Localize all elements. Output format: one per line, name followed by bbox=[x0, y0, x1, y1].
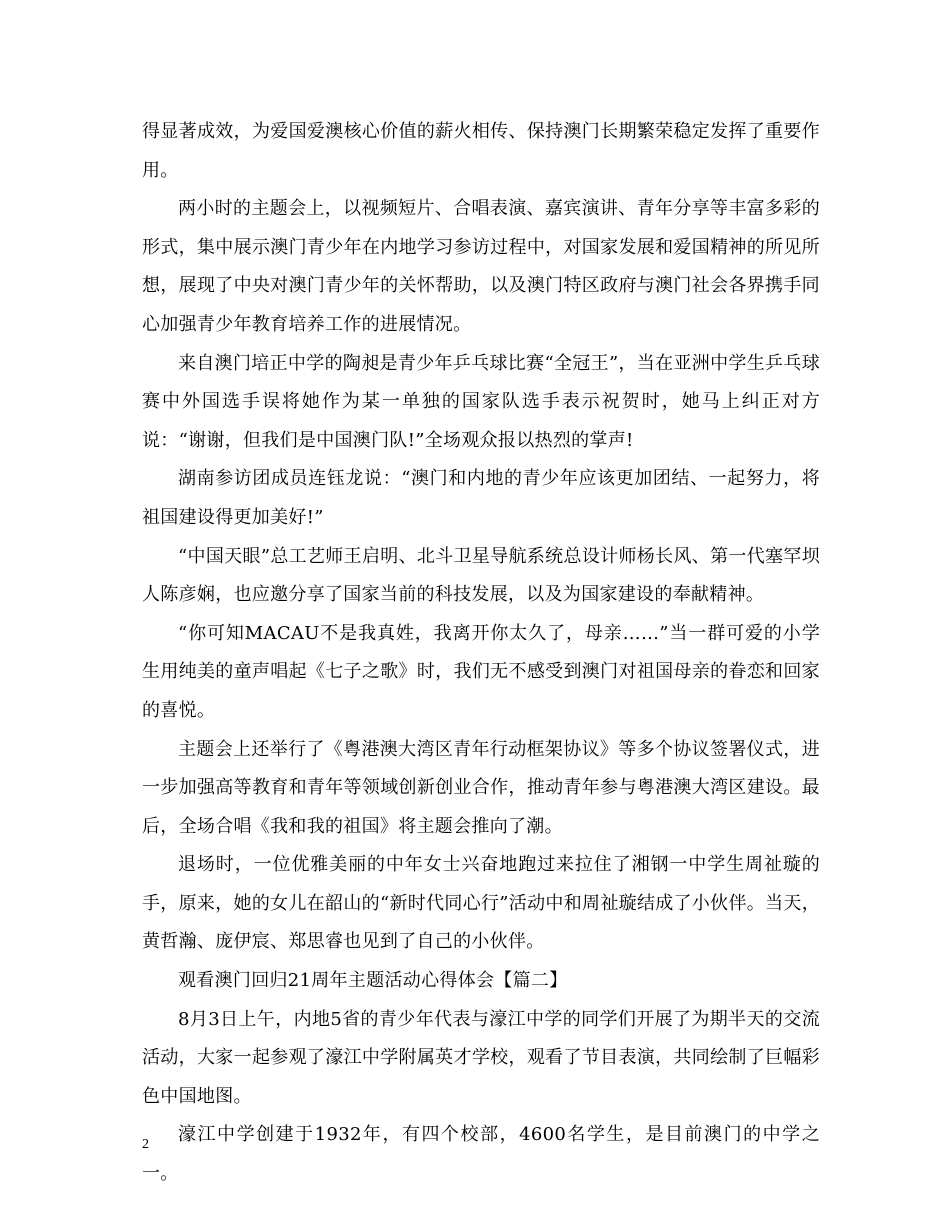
paragraph-school-intro: 濠江中学创建于1932年，有四个校部，4600名学生，是目前澳门的中学之一。 bbox=[142, 1124, 820, 1185]
paragraph-continuation: 得显著成效，为爱国爱澳核心价值的薪火相传、保持澳门长期繁荣稳定发挥了重要作用。 bbox=[142, 121, 820, 181]
paragraph-song: “你可知MACAU不是我真姓，我离开你太久了，母亲……”当一群可爱的小学生用纯美的童声唱起《七子之歌》时，我们无不感受到澳门对祖国母亲的眷恋和回家的喜悦。 bbox=[142, 622, 820, 721]
document-page bbox=[142, 113, 820, 1194]
paragraph-exchange: 8月3日上午，内地5省的青少年代表与濠江中学的同学们开展了为期半天的交流活动，大家一起参观了濠江中学附属英才学校，观看了节目表演，共同绘制了巨幅彩色中国地图。 bbox=[142, 1008, 820, 1107]
paragraph-theme-meeting: 两小时的主题会上，以视频短片、合唱表演、嘉宾演讲、青年分享等丰富多彩的形式，集中展示澳门青少年在内地学习参访过程中，对国家发展和爱国精神的所见所想，展现了中央对澳门青少年的关怀帮助，以及澳门特区政府与澳门社会各界携手同心加强青少年教育培养工作的进展情况。 bbox=[142, 198, 820, 335]
page-number: 2 bbox=[142, 1137, 149, 1152]
paragraph-farewell: 退场时，一位优雅美丽的中年女士兴奋地跑过来拉住了湘钢一中学生周祉璇的手，原来，她的女儿在韶山的“新时代同心行”活动中和周祉璇结成了小伙伴。当天，黄哲瀚、庞伊宸、郑思睿也见到了自己的小伙伴。 bbox=[142, 854, 820, 953]
paragraph-agreement: 主题会上还举行了《粤港澳大湾区青年行动框架协议》等多个协议签署仪式，进一步加强高等教育和青年等领域创新创业合作，推动青年参与粤港澳大湾区建设。最后，全场合唱《我和我的祖国》将主题会推向了潮。 bbox=[142, 738, 820, 837]
paragraph-hunan-quote: 湖南参访团成员连钰龙说：“澳门和内地的青少年应该更加团结、一起努力，将祖国建设得更加美好!” bbox=[142, 468, 820, 528]
paragraph-science-guests: “中国天眼”总工艺师王启明、北斗卫星导航系统总设计师杨长风、第一代塞罕坝人陈彦娴，也应邀分享了国家当前的科技发展，以及为国家建设的奉献精神。 bbox=[142, 545, 820, 606]
section-heading: 观看澳门回归21周年主题活动心得体会【篇二】 bbox=[178, 970, 568, 992]
paragraph-table-tennis: 来自澳门培正中学的陶昶是青少年乒乓球比赛“全冠王”，当在亚洲中学生乒乓球赛中外国选手误将她作为某一单独的国家队选手表示祝贺时，她马上纠正对方说：“谢谢，但我们是中国澳门队!”全场观众报以热烈的掌声! bbox=[142, 352, 820, 451]
